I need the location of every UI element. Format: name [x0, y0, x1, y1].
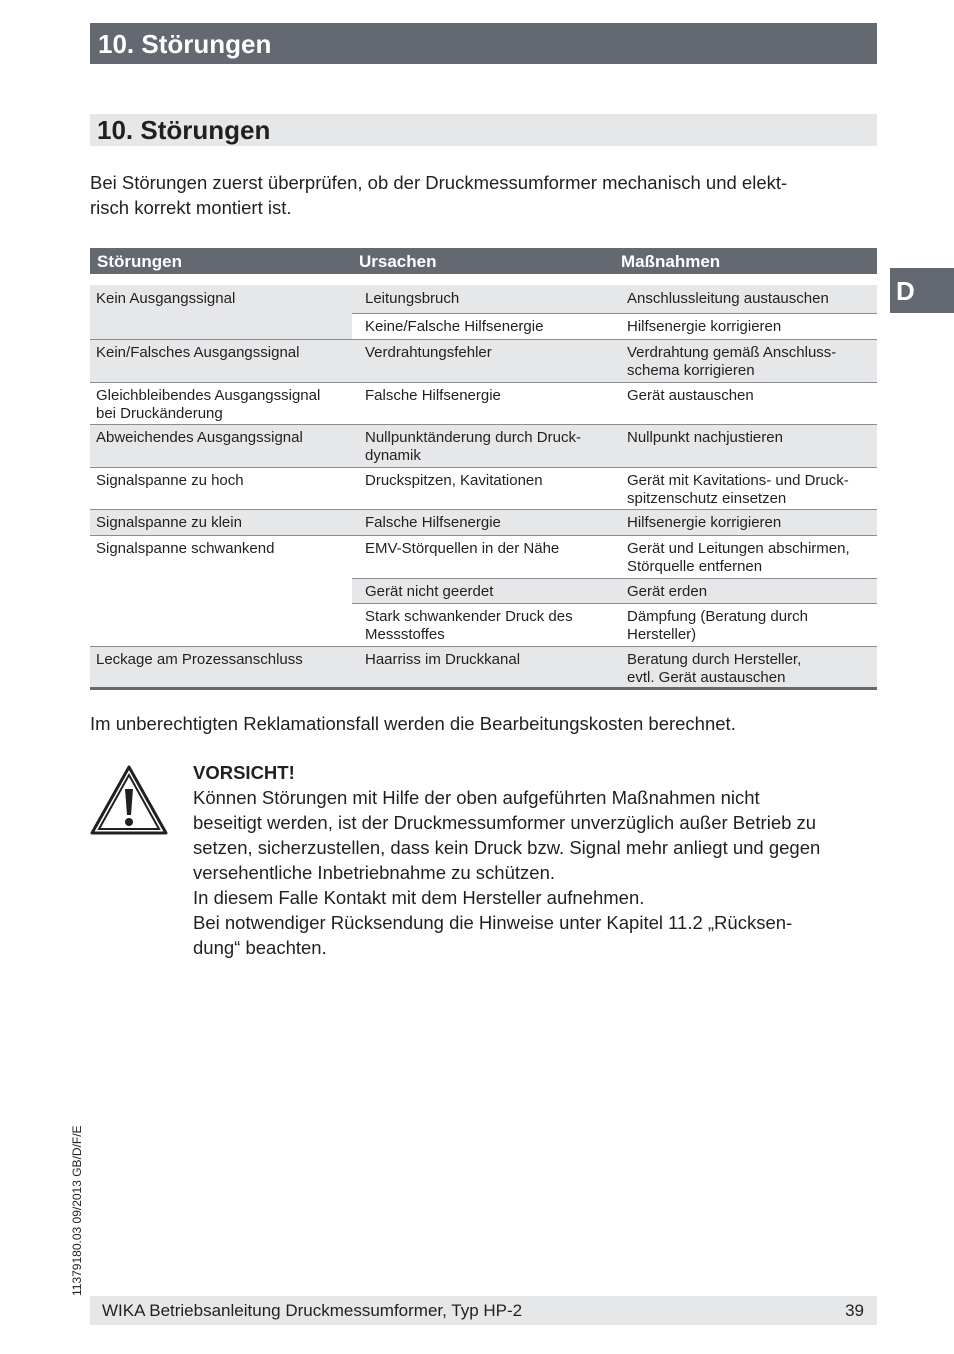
- fault-table: [90, 285, 877, 687]
- action-cell: Nullpunkt nachjustieren: [627, 429, 783, 446]
- language-tab: D: [890, 268, 954, 313]
- fault-cell: Abweichendes Ausgangssignal: [96, 429, 303, 446]
- fault-cell: [96, 313, 352, 318]
- warning-line: In diesem Falle Kontakt mit dem Hersteller aufnehmen.: [193, 887, 645, 908]
- warning-line: dung“ beachten.: [193, 937, 327, 958]
- row-divider: [352, 578, 877, 579]
- section-title: 10. Störungen: [90, 114, 877, 146]
- page-number: 39: [845, 1301, 864, 1320]
- intro-line-2: risch korrekt montiert ist.: [90, 197, 292, 218]
- cause-cell: Druckspitzen, Kavitationen: [365, 472, 543, 489]
- intro-line-1: Bei Störungen zuerst überprüfen, ob der Druckmessumformer mechanisch und elekt-: [90, 172, 788, 193]
- row-divider: [90, 467, 877, 468]
- cause-cell: Gerät nicht geerdet: [365, 583, 494, 600]
- fault-cell: [96, 578, 352, 583]
- table-row: [90, 509, 877, 535]
- table-row: [90, 467, 877, 509]
- document-code: 11379180.03 09/2013 GB/D/F/E: [70, 1125, 84, 1296]
- row-divider: [90, 382, 877, 383]
- row-divider: [90, 646, 877, 647]
- cause-cell: Verdrahtungsfehler: [365, 344, 492, 361]
- row-divider: [352, 603, 877, 604]
- chapter-header: 10. Störungen: [90, 23, 877, 64]
- fault-cell: Signalspanne zu klein: [96, 514, 242, 531]
- table-row: [90, 285, 877, 313]
- warning-line: beseitigt werden, ist der Druckmessumformer unverzüglich außer Betrieb zu: [193, 812, 817, 833]
- cause-cell: Keine/Falsche Hilfsenergie: [365, 318, 544, 335]
- header-faults: Störungen: [97, 252, 182, 271]
- cause-cell: Falsche Hilfsenergie: [365, 387, 501, 404]
- warning-block: [193, 760, 883, 960]
- cause-cell: Nullpunktänderung durch Druck- dynamik: [365, 429, 581, 464]
- action-cell: Anschlussleitung austauschen: [627, 290, 829, 307]
- table-row: [90, 382, 877, 424]
- table-row: [90, 424, 877, 467]
- action-cell: Beratung durch Hersteller, evtl. Gerät austauschen: [627, 651, 802, 686]
- footer-text: WIKA Betriebsanleitung Druckmessumformer, Typ HP-2: [102, 1301, 523, 1320]
- table-header: [90, 248, 877, 274]
- cause-cell: Stark schwankender Druck des Messstoffes: [365, 608, 573, 643]
- action-cell: Hilfsenergie korrigieren: [627, 514, 782, 531]
- header-actions: Maßnahmen: [621, 252, 721, 271]
- row-divider: [90, 424, 877, 425]
- row-divider: [90, 339, 877, 340]
- warning-line: setzen, sicherzustellen, dass kein Druck bzw. Signal mehr anliegt und gegen: [193, 837, 821, 858]
- action-cell: Gerät austauschen: [627, 387, 754, 404]
- fault-cell: Signalspanne zu hoch: [96, 472, 244, 489]
- action-cell: Gerät mit Kavitations- und Druck- spitzenschutz einsetzen: [627, 472, 849, 507]
- warning-title: VORSICHT!: [193, 762, 295, 783]
- header-causes: Ursachen: [359, 252, 437, 271]
- fault-cell: Kein Ausgangssignal: [96, 290, 236, 307]
- action-cell: Hilfsenergie korrigieren: [627, 318, 782, 335]
- row-divider: [90, 509, 877, 510]
- row-divider: [90, 535, 877, 536]
- cause-cell: Haarriss im Druckkanal: [365, 651, 521, 668]
- table-row: [90, 339, 877, 382]
- fault-cell: [96, 603, 352, 608]
- table-row: [90, 646, 877, 687]
- row-divider: [352, 313, 877, 314]
- table-bottom-rule: [90, 687, 877, 690]
- fault-cell: Leckage am Prozessanschluss: [96, 651, 303, 668]
- warning-line: Können Störungen mit Hilfe der oben aufgeführten Maßnahmen nicht: [193, 787, 760, 808]
- action-cell: Dämpfung (Beratung durch Hersteller): [627, 608, 808, 643]
- intro-text: [90, 170, 860, 220]
- action-cell: Gerät und Leitungen abschirmen, Störquelle entfernen: [627, 540, 850, 575]
- table-row: [90, 603, 877, 646]
- cause-cell: Falsche Hilfsenergie: [365, 514, 501, 531]
- cause-cell: Leitungsbruch: [365, 290, 460, 307]
- table-row: [90, 535, 877, 578]
- fault-cell: Signalspanne schwankend: [96, 540, 275, 557]
- action-cell: Verdrahtung gemäß Anschluss- schema korrigieren: [627, 344, 837, 379]
- warning-triangle-icon: [90, 764, 168, 836]
- table-row: [90, 578, 877, 603]
- action-cell: Gerät erden: [627, 583, 708, 600]
- note-text: Im unberechtigten Reklamationsfall werden die Bearbeitungskosten berechnet.: [90, 713, 736, 734]
- table-row: [90, 313, 877, 339]
- cause-cell: EMV-Störquellen in der Nähe: [365, 540, 560, 557]
- page-footer: [90, 1296, 877, 1325]
- fault-cell: Kein/Falsches Ausgangssignal: [96, 344, 300, 361]
- warning-line: versehentliche Inbetriebnahme zu schützen.: [193, 862, 555, 883]
- warning-line: Bei notwendiger Rücksendung die Hinweise unter Kapitel 11.2 „Rücksen-: [193, 912, 793, 933]
- fault-cell: Gleichbleibendes Ausgangssignal bei Druckänderung: [96, 387, 321, 422]
